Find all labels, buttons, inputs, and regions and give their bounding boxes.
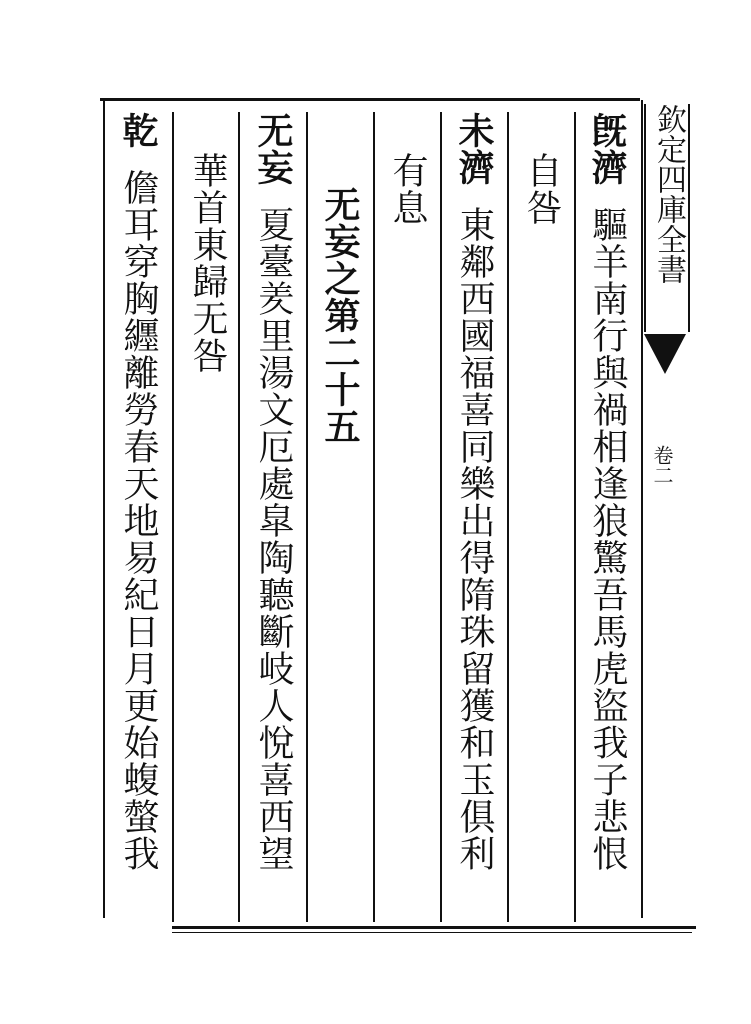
chapter-title — [320, 186, 360, 445]
volume-label: 卷二 — [650, 445, 674, 485]
column-divider — [507, 112, 509, 922]
fish-tail-mark-icon — [644, 334, 686, 374]
hexagram-name: 旣濟 — [586, 112, 628, 186]
bottom-border — [172, 926, 696, 929]
text-column-8 — [118, 112, 158, 872]
text-column-1 — [587, 112, 627, 872]
column-divider — [440, 112, 442, 922]
top-border — [100, 98, 640, 101]
text-column-6 — [253, 112, 293, 872]
verse-text: 華首東歸无咎 — [187, 152, 228, 374]
column-divider — [306, 112, 308, 922]
verse-text: 夏臺羑里湯文厄處皐陶聽斷岐人悅喜西望 — [253, 206, 294, 872]
verse-text: 儋耳穿胸纒離勞春天地易紀日月更始蝮螫我 — [118, 169, 159, 872]
hexagram-name: 乾 — [117, 112, 159, 149]
text-column-7 — [187, 152, 227, 374]
verse-text: 有息 — [387, 152, 428, 226]
column-divider — [373, 112, 375, 922]
text-column-4 — [387, 152, 427, 226]
column-divider — [574, 112, 576, 922]
chapter-heading: 无妄之第二十五 — [319, 186, 361, 445]
verse-text: 自咎 — [521, 152, 562, 226]
text-column-2 — [521, 152, 561, 226]
verse-text: 東鄰西國福喜同樂出得隋珠留獲和玉俱利 — [454, 206, 495, 872]
hexagram-name: 无妄 — [252, 112, 294, 186]
column-divider — [238, 112, 240, 922]
left-border — [103, 100, 105, 918]
verse-text: 驅羊南行與禍相逢狼驚吾馬虎盜我子悲恨 — [587, 206, 628, 872]
book-title: 欽定四庫全書 — [644, 104, 690, 332]
hexagram-name: 未濟 — [453, 112, 495, 186]
column-divider — [172, 112, 174, 922]
text-column-3 — [454, 112, 494, 872]
right-border — [641, 100, 643, 918]
bottom-border-thin — [172, 932, 692, 933]
